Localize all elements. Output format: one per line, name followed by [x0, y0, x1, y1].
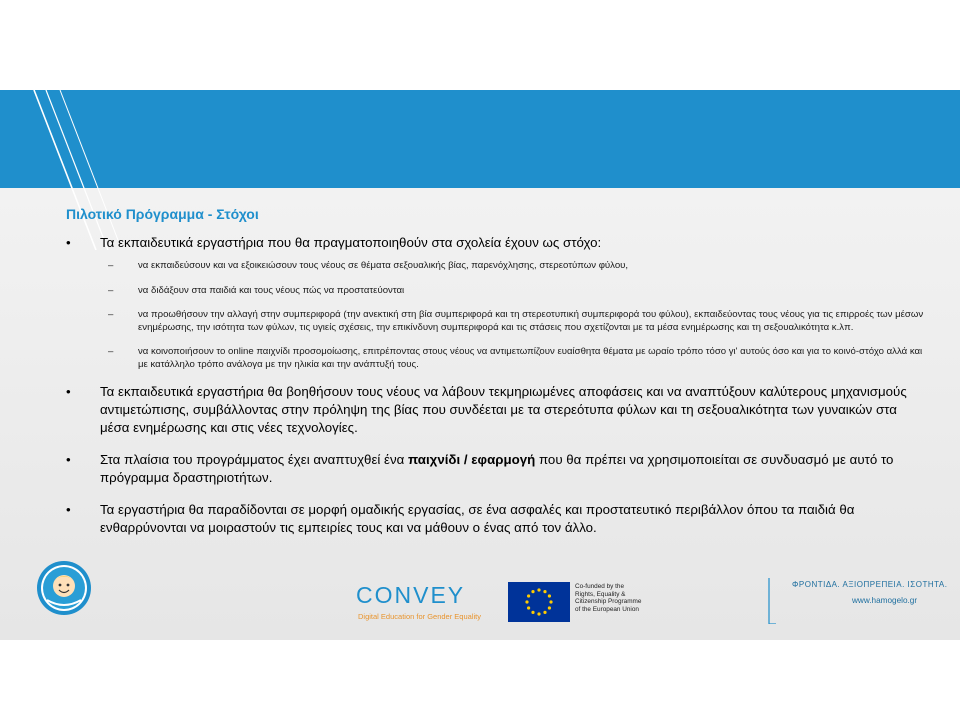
sub-bullet-4 [64, 346, 924, 371]
sub-bullet-3-text: να προωθήσουν την αλλαγή στην συμπεριφορά (την ανεκτική στη βία συμπεριφορά και τη στερεοτυπική συμπεριφορά του φύλου), εκπαιδεύοντας τους νέους για τις επιρροές των μέσων ενημέρωσης, την ισότητα των φύλων, τις υγιείς σχέσεις, την επικίνδυνη συμπεριφορά και τις στάσεις που σχετίζονται με τα μέσα ενημέρωσης και τη σεξουαλικότητα κ.λπ. [138, 309, 924, 333]
eu-text-line: of the European Union [575, 605, 639, 613]
eu-text-line: Co-funded by the [575, 583, 625, 590]
sub-marker: – [108, 309, 114, 320]
eu-flag-icon [508, 582, 570, 622]
convey-logo [356, 582, 506, 624]
bullet-3-text-before: Στα πλαίσια του προγράμματος έχει αναπτυχθεί ένα [100, 452, 408, 467]
bullet-3-text-after: που θα πρέπει να χρησιμοποιείται σε συνδυασμό με αυτό το πρόγραμμα δραστηριοτήτων. [100, 452, 894, 485]
eu-text-line: Rights, Equality & [575, 590, 626, 598]
sub-marker: – [108, 346, 114, 357]
organization-motto: ΦΡΟΝΤΙΔΑ. ΑΞΙΟΠΡΕΠΕΙΑ. ΙΣΟΤΗΤΑ. [792, 580, 948, 589]
bullet-marker: • [66, 452, 71, 467]
bullet-1-text: Τα εκπαιδευτικά εργαστήρια που θα πραγματοποιηθούν στα σχολεία έχουν ως στόχο: [100, 235, 602, 250]
sub-bullet-list [64, 260, 924, 371]
header-band [0, 90, 960, 188]
bullet-marker: • [66, 384, 71, 399]
sub-bullet-2-text: να διδάξουν στα παιδιά και τους νέους πώς να προστατεύονται [138, 284, 405, 296]
bullet-2 [64, 383, 924, 437]
bullet-marker: • [66, 502, 71, 517]
bullet-4-text: Τα εργαστήρια θα παραδίδονται σε μορφή ομαδικής εργασίας, σε ένα ασφαλές και προστατευτικό περιβάλλον όπου τα παιδιά θα ενθαρρύνονται να μοιραστούν τις εμπειρίες τους και να μάθουν ο ένας από τον άλλο. [100, 502, 855, 535]
sub-bullet-4-text: να κοινοποιήσουν το online παιχνίδι προσομοίωσης, επιτρέποντας στους νέους να αντιμετωπίζουν ευαίσθητα θέματα με ωραίο τρόπο τόσο γι' αυτούς όσο και για το κοινό-στόχο αλλά και με κατάλληλο τρόπο ανάλογα με την ηλικία και την ανάπτυξή τους. [138, 346, 923, 370]
bullet-content [64, 234, 924, 545]
organization-brand [768, 574, 948, 634]
smile-of-the-child-logo [36, 560, 92, 616]
bullet-3 [64, 451, 924, 487]
divider-icon [768, 578, 776, 624]
eu-funding-text [575, 583, 655, 613]
bullet-2-text: Τα εκπαιδευτικά εργαστήρια θα βοηθήσουν τους νέους να λάβουν τεκμηριωμένες αποφάσεις και να αναπτύξουν καλύτερους μηχανισμούς αντιμετώπισης, συμβάλλοντας στην πρόληψη της βίας που συνδέεται με τα στερεότυπα φύλων και τη σεξουαλικότητα των γυναικών στα μέσα ενημέρωσης και στις νέες τεχνολογίες. [100, 384, 907, 435]
bullet-1 [64, 234, 924, 252]
sub-bullet-2 [64, 285, 924, 298]
sub-bullet-3 [64, 309, 924, 334]
bullet-marker: • [66, 235, 71, 250]
sub-marker: – [108, 260, 114, 271]
convey-tagline: Digital Education for Gender Equality [358, 612, 481, 621]
sub-bullet-1 [64, 260, 924, 273]
bullet-4 [64, 501, 924, 537]
bullet-3-text-bold: παιχνίδι / εφαρμογή [407, 452, 536, 467]
organization-website[interactable]: www.hamogelo.gr [852, 596, 918, 605]
decorative-lines-icon [0, 90, 120, 250]
sub-bullet-1-text: να εκπαιδεύσουν και να εξοικειώσουν τους νέους σε θέματα σεξουαλικής βίας, παρενόχλησης, στερεοτύπων φύλου, [138, 260, 629, 271]
eu-text-line: Citizenship Programme [575, 598, 642, 606]
sub-marker: – [108, 284, 114, 296]
slide-title: Πιλοτικό Πρόγραμμα - Στόχοι [66, 206, 259, 222]
convey-wordmark: CONVEY [356, 582, 466, 608]
